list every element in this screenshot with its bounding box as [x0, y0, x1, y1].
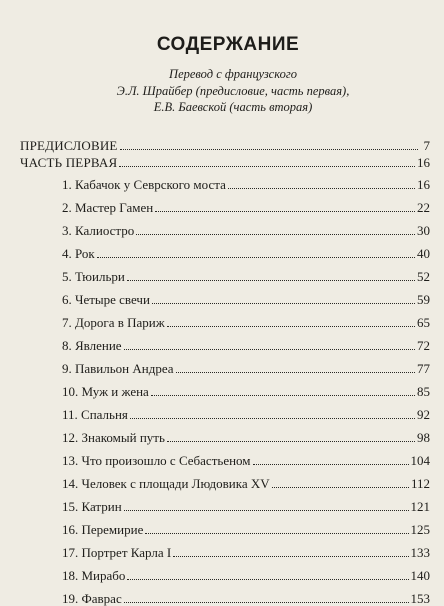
dot-leader: [155, 210, 415, 212]
toc-entry-page-number: 77: [417, 361, 430, 376]
toc-entry: [20, 242, 430, 261]
toc-entry-title: 19. Фаврас: [62, 591, 122, 606]
toc-entry-page-number: 133: [410, 545, 430, 560]
toc-entry-page-number: 59: [417, 292, 430, 307]
toc-entry: [20, 426, 430, 445]
toc-entry-page-number: 16: [417, 177, 430, 192]
toc-entry-page-number: 153: [410, 591, 430, 606]
toc-entry: [20, 564, 430, 583]
toc-entry-title: 16. Перемирие: [62, 522, 144, 537]
toc-entry: [20, 219, 430, 238]
toc-entry-title: 18. Мирабо: [62, 568, 126, 583]
dot-leader: [228, 187, 415, 189]
toc-entry: [20, 311, 430, 330]
toc-entry-page-number: 85: [417, 384, 430, 399]
toc-entry: [20, 449, 430, 468]
toc-entry-title: 12. Знакомый путь: [62, 430, 165, 445]
translator-line: Перевод с французского: [169, 67, 297, 81]
toc-entry-page-number: 22: [417, 200, 430, 215]
toc-entry-title: 15. Катрин: [62, 499, 122, 514]
toc-entry-title: 5. Тюильри: [62, 269, 125, 284]
toc-entry: [20, 380, 430, 399]
toc-entry-page-number: 125: [410, 522, 430, 537]
toc-entry-title: 8. Явление: [62, 338, 122, 353]
toc-entry: [20, 403, 430, 422]
translator-credits: [22, 66, 444, 116]
toc-entry-title: 6. Четыре свечи: [62, 292, 150, 307]
toc-entry: [20, 265, 430, 284]
dot-leader: [124, 348, 415, 350]
dot-leader: [119, 165, 415, 167]
dot-leader: [151, 394, 415, 396]
contents-heading: СОДЕРЖАНИЕ: [156, 34, 300, 55]
toc-entry-title: ПРЕДИСЛОВИЕ: [20, 138, 118, 153]
toc-entry: [20, 288, 430, 307]
toc-entry: [20, 357, 430, 376]
dot-leader: [127, 578, 408, 580]
dot-leader: [136, 233, 415, 235]
toc-entry: [20, 472, 430, 491]
translator-line: Е.В. Баевской (часть вторая): [153, 100, 313, 114]
toc-entry-page-number: 104: [410, 453, 430, 468]
toc-entry: [20, 196, 430, 215]
toc-entry-title: 14. Человек с площади Людовика XV: [62, 476, 270, 491]
toc-entry-title: 2. Мастер Гамен: [62, 200, 154, 215]
toc-entry-page-number: 112: [410, 476, 430, 491]
toc-entry-page-number: 121: [410, 499, 430, 514]
toc-entry-title: 17. Портрет Карла I: [62, 545, 172, 560]
dot-leader: [145, 532, 408, 534]
toc-entry-title: 10. Муж и жена: [62, 384, 149, 399]
toc-entry-page-number: 30: [417, 223, 430, 238]
toc-entry-title: 4. Рок: [62, 246, 95, 261]
translator-line: Э.Л. Шрайбер (предисловие, часть первая),: [116, 83, 350, 98]
toc-entry-page-number: 65: [417, 315, 430, 330]
toc-entry: [20, 173, 430, 192]
dot-leader: [253, 463, 409, 465]
dot-leader: [97, 256, 415, 258]
dot-leader: [152, 302, 415, 304]
dot-leader: [176, 371, 415, 373]
toc-entry: [20, 518, 430, 537]
toc-entry-title: 11. Спальня: [62, 407, 128, 422]
toc-entry-page-number: 40: [417, 246, 430, 261]
toc-entry-title: 3. Калиостро: [62, 223, 135, 238]
toc-entry-title: 1. Кабачок у Севрского моста: [62, 177, 226, 192]
toc-entry: [20, 334, 430, 353]
toc-entry-title: 9. Павильон Андреа: [62, 361, 174, 376]
toc-entry-title: ЧАСТЬ ПЕРВАЯ: [20, 155, 118, 170]
toc-entry-page-number: 92: [417, 407, 430, 422]
dot-leader: [120, 148, 418, 150]
toc-entry-title: 13. Что произошло с Себастьеном: [62, 453, 251, 468]
toc-entry-page-number: 140: [410, 568, 430, 583]
dot-leader: [272, 486, 409, 488]
dot-leader: [124, 509, 409, 511]
toc-entry-page-number: 98: [417, 430, 430, 445]
dot-leader: [130, 417, 415, 419]
dot-leader: [167, 440, 415, 442]
toc-entry-title: 7. Дорога в Париж: [62, 315, 165, 330]
dot-leader: [127, 279, 415, 281]
toc-entry: [20, 151, 430, 170]
dot-leader: [124, 601, 409, 603]
toc-entry-page-number: 7: [423, 138, 430, 153]
toc-entry: [20, 495, 430, 514]
toc-entry-page-number: 52: [417, 269, 430, 284]
toc-entry-page-number: 16: [417, 155, 430, 170]
toc-entry: [20, 587, 430, 606]
dot-leader: [167, 325, 415, 327]
toc-entry: [20, 541, 430, 560]
dot-leader: [173, 555, 408, 557]
toc-entry-page-number: 72: [417, 338, 430, 353]
